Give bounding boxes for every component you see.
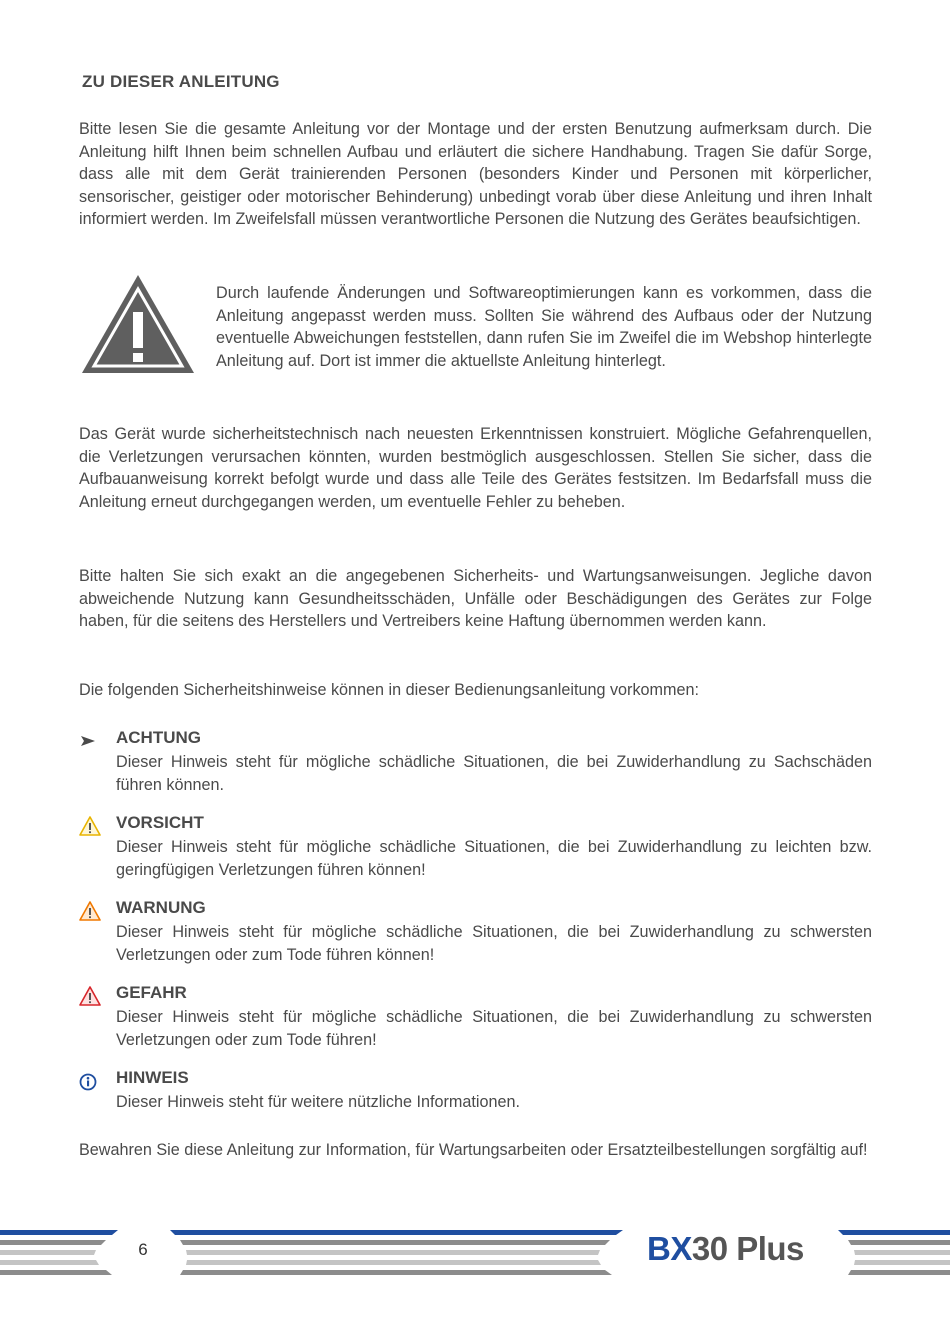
notice-title: WARNUNG	[116, 898, 206, 917]
arrow-right-icon	[79, 730, 101, 752]
notice-body: Dieser Hinweis steht für mögliche schädliche Situationen, die bei Zuwiderhandlung zu leichten bzw. geringfügigen Verletzungen führen können!	[116, 838, 872, 879]
list-intro-paragraph: Die folgenden Sicherheitshinweise können in dieser Bedienungsanleitung vorkommen:	[79, 681, 700, 699]
notice-title: HINWEIS	[116, 1068, 189, 1087]
closing-paragraph: Bewahren Sie diese Anleitung zur Information, für Wartungsarbeiten oder Ersatzteilbestellungen sorgfältig auf!	[79, 1141, 868, 1159]
large-warning-triangle-icon	[79, 272, 197, 376]
brand-rest: 30 Plus	[691, 1230, 804, 1267]
update-warning-text: Durch laufende Änderungen und Softwareoptimierungen kann es vorkommen, dass die Anleitung angepasst werden muss. Sollten Sie während des Aufbaus oder der Nutzung eventuelle Abweichungen feststellen, dann rufen Sie im Zweifel die im Webshop hinterlegte Anleitung auf. Dort ist immer die aktuellste Anleitung hinterlegt.	[216, 284, 872, 370]
notice-title: VORSICHT	[116, 813, 204, 832]
danger-triangle-icon	[79, 985, 101, 1007]
notice-body: Dieser Hinweis steht für weitere nützliche Informationen.	[116, 1093, 520, 1111]
notice-title: ACHTUNG	[116, 728, 201, 747]
product-brand	[647, 1230, 804, 1268]
safety-paragraph: Das Gerät wurde sicherheitstechnisch nach neuesten Erkenntnissen konstruiert. Mögliche Gefahrenquellen, die Verletzungen verursachen könnten, wurden bestmöglich ausgeschlossen. Stellen Sie sicher, dass die Aufbauanweisung korrekt befolgt wurde und dass alle Teile des Gerätes festsitzen. Im Bedarfsfall muss die Anleitung erneut durchgegangen werden, um eventuelle Fehler zu beheben.	[79, 425, 872, 511]
compliance-paragraph: Bitte halten Sie sich exakt an die angegebenen Sicherheits- und Wartungsanweisungen. Jegliche davon abweichende Nutzung kann Gesundheitsschäden, Unfälle oder Beschädigungen des Gerätes zur Folge haben, für die seitens des Herstellers und Vertreibers keine Haftung übernommen werden kann.	[79, 567, 872, 631]
warning-triangle-icon	[79, 900, 101, 922]
brand-accent: BX	[647, 1230, 692, 1267]
section-heading: ZU DIESER ANLEITUNG	[82, 72, 280, 91]
caution-triangle-icon	[79, 815, 101, 837]
notice-body: Dieser Hinweis steht für mögliche schädliche Situationen, die bei Zuwiderhandlung zu Sachschäden führen können.	[116, 753, 872, 794]
page-number: 6	[138, 1240, 148, 1259]
info-icon	[79, 1070, 101, 1092]
notice-body: Dieser Hinweis steht für mögliche schädliche Situationen, die bei Zuwiderhandlung zu schwersten Verletzungen oder zum Tode führen!	[116, 1008, 872, 1049]
notice-body: Dieser Hinweis steht für mögliche schädliche Situationen, die bei Zuwiderhandlung zu schwersten Verletzungen oder zum Tode führen können!	[116, 923, 872, 964]
intro-paragraph: Bitte lesen Sie die gesamte Anleitung vor der Montage und der ersten Benutzung aufmerksam durch. Die Anleitung hilft Ihnen beim schnellen Aufbau und erläutert die sichere Handhabung. Tragen Sie dafür Sorge, dass alle mit dem Gerät trainierenden Personen (besonders Kinder und Personen mit körperlicher, sensorischer, geistiger oder motorischer Behinderung) unbedingt vorab über diese Anleitung und ihren Inhalt informiert werden. Im Zweifelsfall müssen verantwortliche Personen die Nutzung des Gerätes beaufsichtigen.	[79, 120, 872, 229]
update-warning-box	[79, 272, 872, 402]
notice-title: GEFAHR	[116, 983, 187, 1002]
